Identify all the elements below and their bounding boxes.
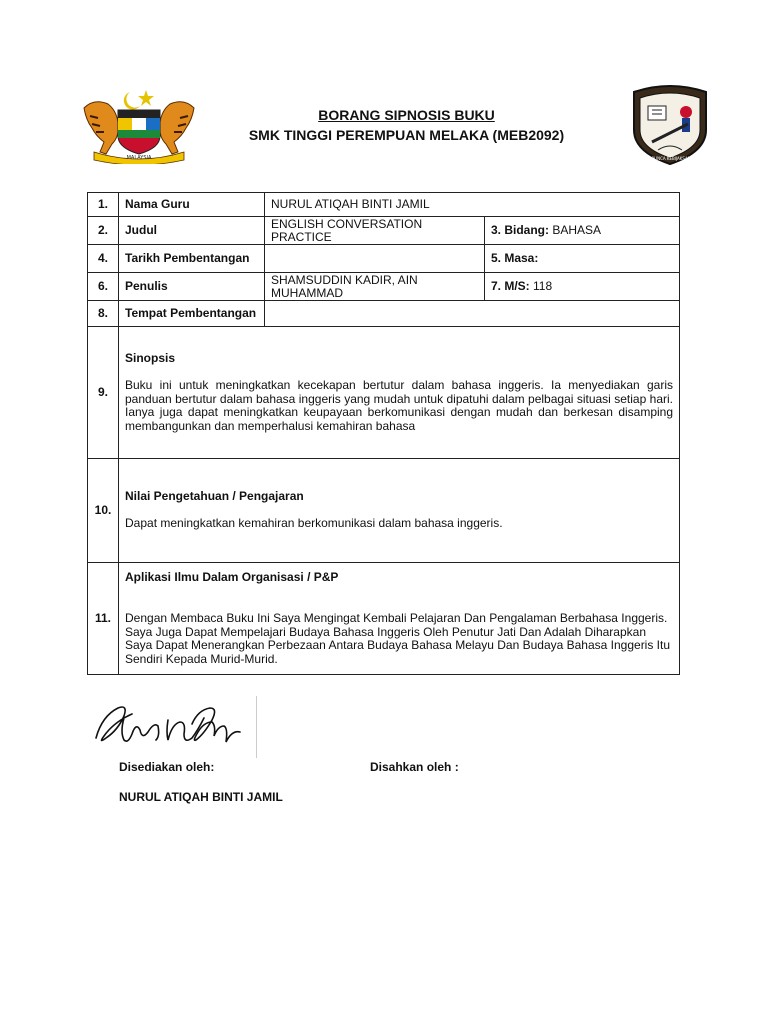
field-cell	[485, 273, 680, 301]
presentation-place-value	[265, 301, 680, 327]
row-label: Tempat Pembentangan	[119, 301, 265, 327]
row-number: 10.	[88, 459, 119, 563]
table-row	[88, 563, 680, 675]
svg-text:ILMU PUNCA KEBIJAKSANAAN: ILMU PUNCA KEBIJAKSANAAN	[640, 156, 700, 161]
values-cell	[119, 459, 680, 563]
table-row	[88, 245, 680, 273]
table-row	[88, 327, 680, 459]
table-row	[88, 193, 680, 217]
row-number: 11.	[88, 563, 119, 675]
row-number: 2.	[88, 217, 119, 245]
row-number: 9.	[88, 327, 119, 459]
teacher-name-value: NURUL ATIQAH BINTI JAMIL	[265, 193, 680, 217]
field-value: BAHASA	[549, 223, 602, 237]
svg-text:MALAYSIA: MALAYSIA	[126, 155, 152, 161]
table-row	[88, 273, 680, 301]
divider	[256, 696, 257, 758]
application-text: Dengan Membaca Buku Ini Saya Mengingat Kembali Pelajaran Dan Pengalaman Berbahasa Inggeris. Saya Juga Dapat Mempelajari Budaya Bahasa Inggeris Oleh Penutur Jati Dan Adalah Diharapkan Saya Dapat Menerangkan Perbezaan Antara Budaya Bahasa Melayu Dan Budaya Bahasa Inggeris Itu Sendiri Kepada Murid-Murid.	[125, 611, 671, 666]
application-cell	[119, 563, 680, 675]
row-label: Penulis	[119, 273, 265, 301]
school-name: SMK TINGGI PEREMPUAN MELAKA (MEB2092)	[248, 127, 565, 143]
field-value: 118	[529, 279, 553, 293]
form-title: BORANG SIPNOSIS BUKU	[318, 107, 495, 123]
presentation-date-value	[265, 245, 485, 273]
field-label: 3. Bidang:	[491, 223, 550, 237]
row-label: Nama Guru	[119, 193, 265, 217]
row-label: Tarikh Pembentangan	[119, 245, 265, 273]
signature	[88, 694, 258, 756]
row-number: 8.	[88, 301, 119, 327]
field-label: 5. Masa:	[491, 251, 539, 265]
row-label: Judul	[119, 217, 265, 245]
field-label: 7. M/S:	[491, 279, 530, 293]
synopsis-text: Buku ini untuk meningkatkan kecekapan bertutur dalam bahasa inggeris. Ia menyediakan garis panduan bertutur dalam bahasa inggeris yang mudah untuk dipatuhi dalam pelbagai situasi setiap hari. Ianya juga dapat meningkatkan keupayaan berkomunikasi dengan mudah dan berkesan disamping membangunkan dan memperhalusi kemahiran bahasa	[125, 378, 674, 433]
row-number: 6.	[88, 273, 119, 301]
approved-by-label: Disahkan oleh :	[370, 760, 459, 774]
author-value: SHAMSUDDIN KADIR, AIN MUHAMMAD	[265, 273, 485, 301]
table-row	[88, 459, 680, 563]
section-heading: Nilai Pengetahuan / Pengajaran	[125, 489, 304, 504]
section-heading: Aplikasi Ilmu Dalam Organisasi / P&P	[125, 570, 339, 584]
row-number: 1.	[88, 193, 119, 217]
table-row	[88, 301, 680, 327]
prepared-by-label: Disediakan oleh:	[119, 760, 215, 774]
synopsis-cell	[119, 327, 680, 459]
preparer-name: NURUL ATIQAH BINTI JAMIL	[119, 790, 283, 804]
section-heading: Sinopsis	[125, 351, 176, 365]
values-text: Dapat meningkatkan kemahiran berkomunikasi dalam bahasa inggeris.	[125, 516, 503, 531]
title-block	[0, 107, 768, 143]
book-title-value: ENGLISH CONVERSATION PRACTICE	[265, 217, 485, 245]
field-cell	[485, 245, 680, 273]
synopsis-form-table	[87, 192, 680, 675]
field-cell	[485, 217, 680, 245]
table-row	[88, 217, 680, 245]
row-number: 4.	[88, 245, 119, 273]
